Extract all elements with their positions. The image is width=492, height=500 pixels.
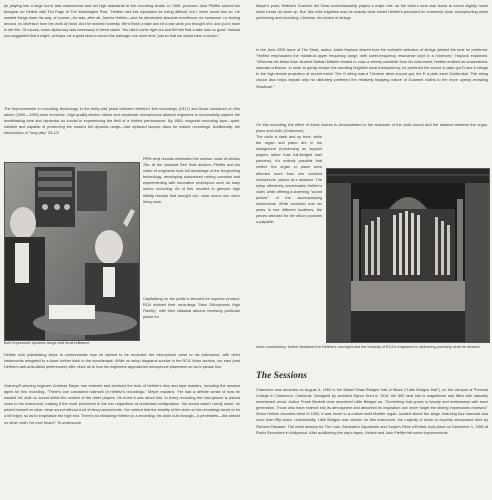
right-paragraph-2: In the June 2009 issue of The Strad, author Julian Haylock shared how the violinist's selection of strings yielded the tone he preferred. "Heifetz emphasized the middle-to-upper frequency range, with lower-frequency resonance kept to a minimum," Haylock explained. "Whereas his fellow Auer student Nathan Milstein tended to coax a velvety cantabile from his instrument, Heifetz emitted an unvarnished, staccato brilliance. In order to gently temper the resulting brightish tonal transparency, he preferred the sound of plain gut D and A strings to the high-tensile projection of wound metal. The G string was a Tricolore silver-wound gut, the E a plain-steel Goldbrokat. This string choice also helps explain why he ultimately preferred the relatively forgiving nature of Guarneri violins to the more openly revealing Stradivari." (256, 48, 488, 89)
right-paragraph-5: Chaconne was recorded on August 4, 1950 in the Mabel Shaw Bridges Hall of Music ("Little Bridges Hall"), on the campus of Pomona College in Claremont, California. Designed by architect Myron Hunt in 1916, the 550 seat hall is magnificent and filled with naturally reverberant wood. Author Frank Beckett once described Little Bridges as, "Something that grows in beauty and mellowness with each generation. Those who have entered into its atmosphere and absorbed its inspiration can never forget the stirring impressions received." When Heifetz recorded there in 1950, it was home to a custom-built Moeller organ, located above the stage, featuring four manuals and more than fifty stops. Undoubtedly, Little Bridges was chosen for this instrument, the majority of which is expertly showcased here by Richard Ellsasser. The initial session for The Lark, Sarasate's Zapateado and Ysaÿe's Rêve d'Enfant, took place on December 1, 1955 at Radio Recorders in Hollywood. After auditioning the day's tapes, Heifetz and Jack Pfeiffer felt some improvements (256, 388, 488, 435)
right-paragraph-4: sonic consistency; further testament to Heifetz's oversight and the tenacity of RCA's engineers in delivering precisely what he desired. (256, 345, 481, 349)
left-paragraph-4: Capitalizing on the public's demand for superior product, RCA dubbed their recordings "New Orthophonic High Fidelity," with their classical albums receiving particular praise for (143, 297, 240, 320)
pipe-organ-hall-photo (326, 168, 490, 343)
section-heading-sessions: The Sessions (256, 371, 307, 381)
left-paragraph-2: The improvements in recording technology in the thirty-odd years between Heifetz's first recordings (1917) and those contained on this album (1950—1955) were immense. High-quality electric ribbon and condenser microphones allowed engineers to successfully capture the breathtaking tone and dynamics so crucial to experiencing the thrill of a Heifetz performance. By 1950, magnetic recording tape—quiet, editable and capable of preserving the music's full dynamic range—had replaced lacquer discs for master recordings. Additionally, the introduction of "long play" 33-1/3 (4, 107, 240, 136)
right-paragraph-1: Meyer's point, Heifetz's Guarneri del Gesù understandably played a major role, as the violin's tone was found to sound slightly harsh when heard up close up. But, this mild edginess may be exactly what fueled Heifetz's penchant for extremely close microphoning when performing and recording. Likewise, his choice of strings. (256, 4, 488, 21)
studio-session-photo (4, 162, 140, 341)
left-paragraph-6: Heifetz took painstaking steps to communicate how he wished to be recorded: the microphone close to his instrument, with other instruments relegated to a lower further back in the soundscape. While no setup diagrams survive in the RCA Victor archive, our ears (and Heifetz's well-articulated preferences) offer clues as to how his engineers approached microphone placement so as to please him. (4, 353, 240, 370)
right-paragraph-3-continued: The violin is stark and up front, while the organ and piano are in the background (functioning as support players rather than full-fledged duet partners). It's entirely possible that neither the organ or piano were afforded more than one ambient microphone, placed at a distance. The setup effectively accentuates Heifetz's violin, while offering a charming "sound picture" of the accompanying instruments. While recorded over six years in two different locations, the pieces selected for the album possess a palpable (256, 135, 322, 225)
left-paragraph-7: Grammy®-winning engineer Andreas Meyer has restored and archived the bulk of Heifetz's disc and tape masters, including the session tapes for this recording. "There's one consistent hallmark of Heifetz's recordings," Meyer explains. "He had a definite sense of how he wanted his violin to sound within the context of the other players. He knew it was about him. In every recording the microphone is placed close to his instrument, making it the most prominent in the mix regardless of orchestral configuration. His sound wasn't overly warm; he prided himself on clear, clean sound without a lot of fancy adornments. I've noticed that the tonality of the violin on his recordings tends to be a bit bright, so as to emphasize the high end. There's no mistaking Heifetz on a recording; his violin cuts through—it penetrates—like almost no other violin I've ever heard." To underscore (4, 384, 240, 425)
left-paragraph-1: (in playing into a large horn) was unanswered and set high standards in the recording studio. In 1989, producer Jack Pfeiffer shared his thoughts on Heifetz with Tim Page of The Washington Post. "Heifetz had this reputation for being difficult, but I never found him so. He wanted things done his way, of course—he was, after all, Jascha Heifetz—and he demanded absolute excellence; no nonsense, no fooling around, no diversion from the work at hand. And he worked honestly. We'd finish a take and he'd ask what you thought of it, and you'd have to tell him. Of course, some diplomacy was necessary in these cases. You didn't come right out and tell him that a take was no good. Instead you suggested that it might, perhaps, be a good idea to record the passage one more time, just so that we would have a choice." (4, 4, 240, 39)
left-paragraph-3: RPM vinyl records eliminated the surface noise of shellac 78s. At the classical Red Seal division, Pfeiffer and his cadre of engineers took full advantage of the burgeoning technology, developing customized mixing consoles and experimenting with innovative techniques such as early stereo recording. All of this resulted in genuine high fidelity records that brought rich, clear sound into one's living room. (143, 157, 240, 204)
left-paragraph-5: their impressive dynamic range and tonal brilliance. (4, 341, 91, 345)
right-paragraph-3: On this recording, the effect of these factors is demonstrated in the character of the violin sound and the balance between the organ, piano and violin (Chaconne). (256, 123, 488, 134)
